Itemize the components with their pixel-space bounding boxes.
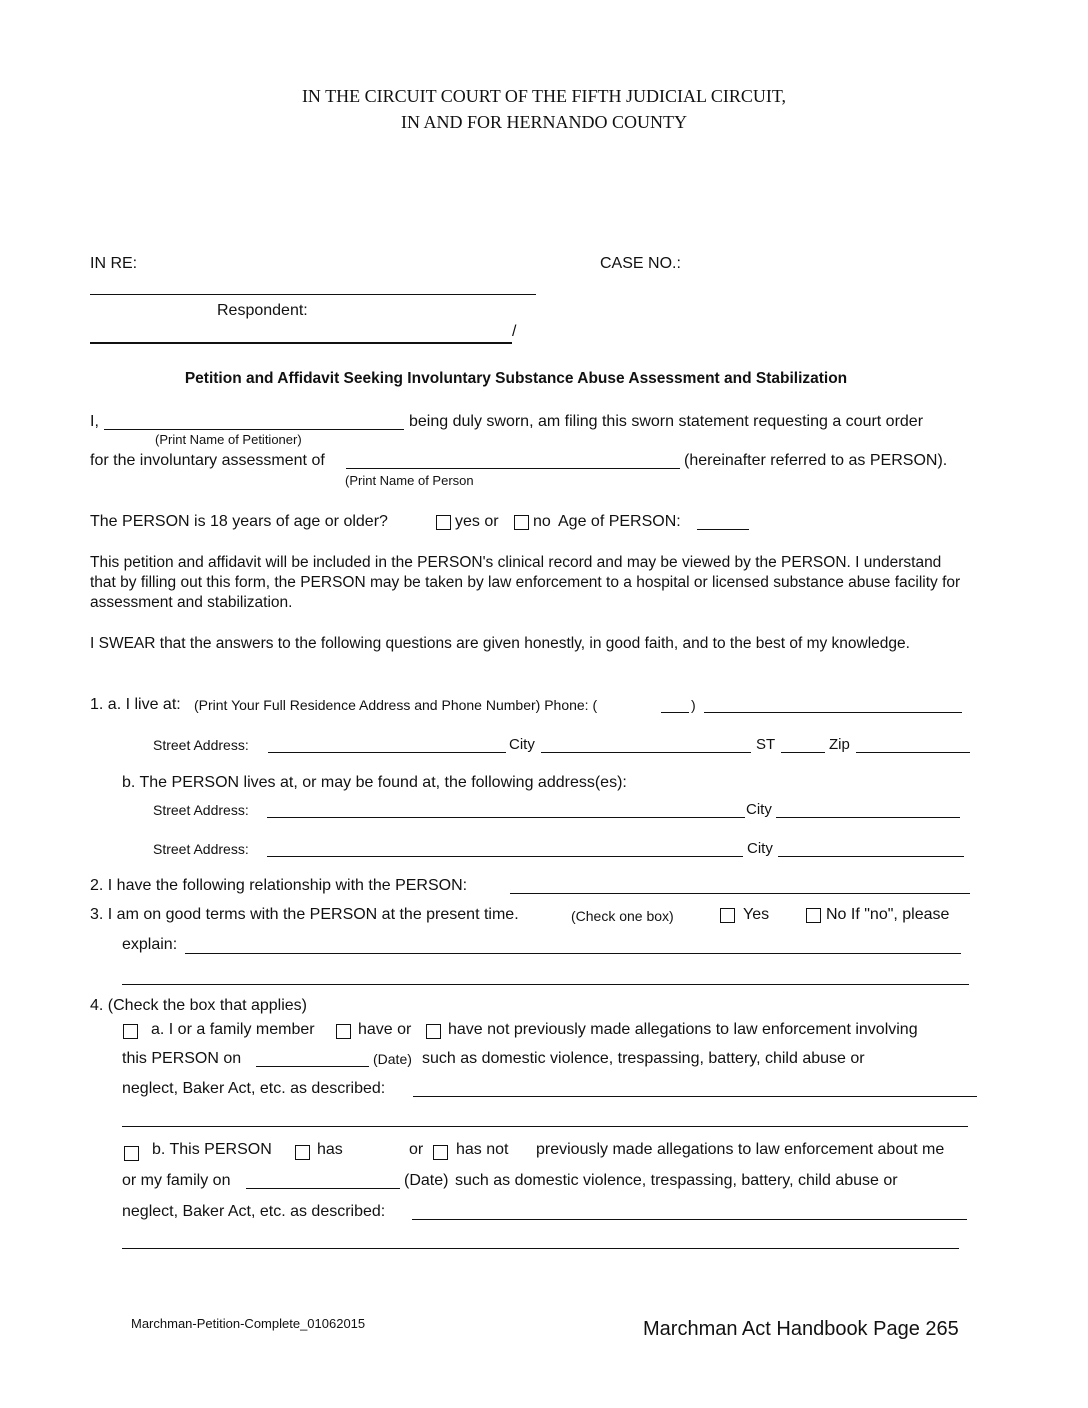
q1a-street-line[interactable] [268, 752, 506, 753]
phone-paren-close: ) [691, 697, 696, 713]
respondent-name-line[interactable] [90, 342, 512, 344]
q1a-label: 1. a. I live at: [90, 696, 181, 713]
q4a-checkbox[interactable] [123, 1024, 138, 1039]
form-identifier: Marchman-Petition-Complete_01062015 [131, 1316, 366, 1331]
q4a-have-checkbox[interactable] [336, 1024, 351, 1039]
q1a-street-label: Street Address: [153, 737, 249, 753]
petitioner-caption: (Print Name of Petitioner) [155, 432, 302, 447]
q4b-previously: previously made allegations to law enforcement about me [536, 1141, 945, 1158]
q1a-city-line[interactable] [541, 752, 751, 753]
q3-explain-line1[interactable] [185, 953, 961, 954]
q1b-street1-label: Street Address: [153, 802, 249, 818]
petitioner-name-line[interactable] [104, 429, 404, 430]
person-caption: (Print Name of Person [345, 473, 474, 488]
in-re-name-line[interactable] [90, 294, 536, 295]
q4b-text: b. This PERSON [152, 1141, 272, 1158]
q3-no-checkbox[interactable] [806, 908, 821, 923]
q4b-date-line[interactable] [246, 1188, 400, 1189]
q1b-street2-label: Street Address: [153, 841, 249, 857]
q4b-described-line2[interactable] [122, 1248, 959, 1249]
q1a-state-label: ST [756, 736, 776, 753]
case-number-label: CASE NO.: [600, 255, 681, 272]
q3-explain-line2[interactable] [122, 984, 969, 985]
q1a-zip-line[interactable] [856, 752, 970, 753]
age-of-person-line[interactable] [697, 529, 749, 530]
assessment-of-text: for the involuntary assessment of [90, 452, 325, 469]
q4b-family-on: or my family on [122, 1172, 231, 1189]
q1b-city2-label: City [747, 840, 773, 857]
q4a-neglect: neglect, Baker Act, etc. as described: [122, 1080, 386, 1097]
q4b-has-label: has [317, 1141, 343, 1158]
swear-rest: that the answers to the following questions are given honestly, in good faith, and to the best of my knowledge. [155, 635, 910, 652]
person-name-line[interactable] [346, 468, 680, 469]
q4a-such-as: such as domestic violence, trespassing, battery, child abuse or [422, 1050, 865, 1067]
q1a-hint: (Print Your Full Residence Address and Phone Number) Phone: ( [194, 697, 598, 713]
q1a-zip-label: Zip [829, 736, 850, 753]
swear-keyword: I SWEAR [90, 635, 156, 652]
q4a-described-line1[interactable] [413, 1096, 977, 1097]
q4b-neglect: neglect, Baker Act, etc. as described: [122, 1203, 386, 1220]
q1a-state-line[interactable] [781, 752, 825, 753]
form-title: Petition and Affidavit Seeking Involuntary Substance Abuse Assessment and Stabilization [184, 370, 848, 387]
q4a-have-not-label: have not previously made allegations to law enforcement involving [448, 1021, 918, 1038]
clinical-record-notice: This petition and affidavit will be included in the PERSON's clinical record and may be viewed by the PERSON. I understand that by filling out this form, the PERSON may be taken by law enforcement to a hospital or licensed substance abuse facility for assessment and stabilization. [90, 554, 961, 611]
respondent-label: Respondent: [217, 302, 308, 319]
q4a-date-line[interactable] [256, 1066, 369, 1067]
caption-slash: / [512, 323, 517, 340]
q4a-date-caption: (Date) [373, 1051, 412, 1067]
q1b-city2-line[interactable] [778, 856, 964, 857]
q4b-date-caption: (Date) [404, 1172, 449, 1189]
q4b-such-as: such as domestic violence, trespassing, battery, child abuse or [455, 1172, 898, 1189]
age-yes-label: yes or [455, 513, 499, 530]
q4b-has-not-checkbox[interactable] [433, 1145, 448, 1160]
q4b-described-line1[interactable] [412, 1219, 967, 1220]
q4a-described-line2[interactable] [122, 1126, 968, 1127]
q1b-street2-line[interactable] [267, 856, 743, 857]
q1b-city1-label: City [746, 801, 772, 818]
q3-yes-checkbox[interactable] [720, 908, 735, 923]
age-of-person-label: Age of PERSON: [558, 513, 681, 530]
q3-explain-label: explain: [122, 936, 178, 953]
swear-statement [90, 634, 950, 654]
court-heading-line1: IN THE CIRCUIT COURT OF THE FIFTH JUDICIAL CIRCUIT, [301, 86, 787, 106]
q1a-city-label: City [509, 736, 535, 753]
q4a-have-label: have or [358, 1021, 412, 1038]
q4-label: 4. (Check the box that applies) [90, 997, 308, 1014]
age-question: The PERSON is 18 years of age or older? [90, 513, 388, 530]
q4a-have-not-checkbox[interactable] [426, 1024, 441, 1039]
q3-no-label: No If "no", please [826, 906, 950, 923]
court-heading-line2: IN AND FOR HERNANDO COUNTY [400, 112, 687, 132]
q4b-has-checkbox[interactable] [295, 1145, 310, 1160]
q1b-city1-line[interactable] [776, 817, 960, 818]
q3-hint: (Check one box) [571, 908, 674, 924]
q4a-person-on: this PERSON on [122, 1050, 242, 1067]
intro-i: I, [90, 413, 99, 430]
q3-label: 3. I am on good terms with the PERSON at the present time. [90, 906, 519, 923]
q3-yes-label: Yes [743, 906, 770, 923]
q4b-or-label: or [409, 1141, 424, 1158]
age-yes-checkbox[interactable] [436, 515, 451, 530]
in-re-label: IN RE: [90, 255, 138, 272]
q1b-label: b. The PERSON lives at, or may be found at, the following address(es): [122, 774, 627, 791]
q2-label: 2. I have the following relationship with the PERSON: [90, 877, 468, 894]
q2-relationship-line[interactable] [510, 893, 970, 894]
age-no-label: no [533, 513, 551, 530]
hereinafter-text: (hereinafter referred to as PERSON). [684, 452, 948, 469]
phone-area-code-line[interactable] [661, 712, 689, 713]
age-no-checkbox[interactable] [514, 515, 529, 530]
handbook-page-label: Marchman Act Handbook Page 265 [643, 1318, 959, 1340]
q4a-text: a. I or a family member [151, 1021, 315, 1038]
q1b-street1-line[interactable] [267, 817, 745, 818]
sworn-statement-text: being duly sworn, am filing this sworn statement requesting a court order [409, 413, 924, 430]
q4b-has-not-label: has not [456, 1141, 509, 1158]
phone-number-line[interactable] [704, 712, 962, 713]
q4b-checkbox[interactable] [124, 1146, 139, 1161]
